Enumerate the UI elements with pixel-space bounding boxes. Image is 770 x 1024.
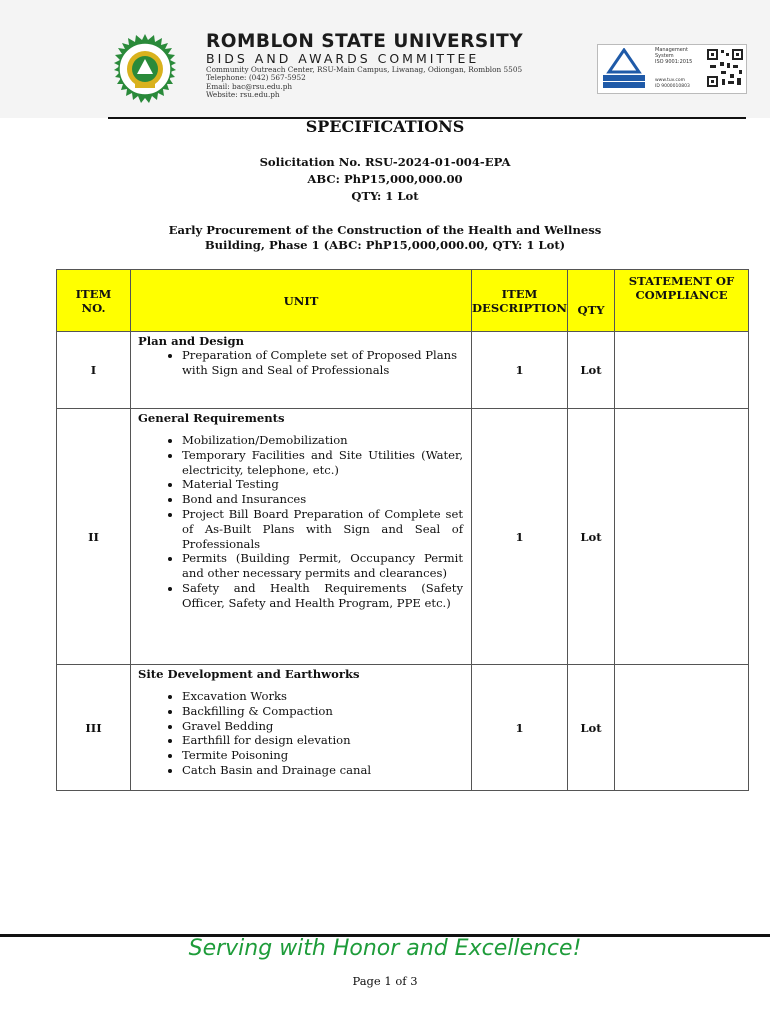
table-header-row [57,270,749,332]
cert-line: ISO 9001:2015 [655,59,693,65]
header-item-description [472,270,568,332]
university-motto: Serving with Honor and Excellence! [188,936,582,961]
qty-cell: Lot [568,665,615,791]
header-text: COMPLIANCE [635,288,728,302]
cert-scheme-text [655,47,692,65]
list-item: • Material Testing [182,477,463,492]
email-line: Email: bac@rsu.edu.ph [206,81,293,91]
item-list [138,433,463,611]
website-line: Website: rsu.edu.ph [206,90,280,100]
header-text: ITEM [501,286,538,301]
table-row [57,665,749,791]
compliance-cell [615,332,749,409]
tuv-logo [601,48,647,90]
qr-code-icon [706,48,744,88]
list-item: • Termite Poisoning [182,748,463,763]
quantity-line: QTY: 1 Lot [351,189,419,203]
compliance-cell [615,409,749,665]
item-description: 1 [472,332,568,409]
header-text: NO. [81,300,106,315]
list-item: • Project Bill Board Preparation of Complete set of As-Built Plans with Sign and Seal of Professionals [182,507,463,551]
qty-cell: Lot [568,332,615,409]
item-description: 1 [472,665,568,791]
cert-url: www.tuv.com [655,78,686,83]
project-title-line-1: Early Procurement of the Construction of the Health and Wellness [168,223,602,237]
header-text: DESCRIPTION [472,300,568,315]
university-name: ROMBLON STATE UNIVERSITY [206,31,524,52]
list-item: • Temporary Facilities and Site Utilities (Water, electricity, telephone, etc.) [182,448,463,478]
qty-cell: Lot [568,409,615,665]
cert-id-text [655,78,690,89]
cert-id: ID 9000010803 [655,83,690,89]
list-item: • Gravel Bedding [182,719,463,734]
compliance-cell [615,665,749,791]
contact-details [206,66,522,100]
unit-cell [131,332,472,409]
section-title: Site Development and Earthworks [138,667,360,681]
list-item: • Excavation Works [182,689,463,704]
university-seal [104,34,186,104]
cert-line: System [655,53,674,59]
header-unit: UNIT [131,270,472,332]
address-line: Community Outreach Center, RSU-Main Campus, Liwanag, Odiongan, Romblon 5505 [206,65,523,74]
list-item: • Bond and Insurances [182,492,463,507]
list-item: • Backfilling & Compaction [182,704,463,719]
item-description: 1 [472,409,568,665]
committee-name: BIDS AND AWARDS COMMITTEE [206,51,480,66]
list-item: • Permits (Building Permit, Occupancy Permit and other necessary permits and clearances) [182,551,463,581]
abc-amount: ABC: PhP15,000,000.00 [307,172,463,186]
item-number: I [57,332,131,409]
list-item: • Safety and Health Requirements (Safety Officer, Safety and Health Program, PPE etc.) [182,581,463,611]
item-number: II [57,409,131,665]
item-list [138,348,463,378]
list-item: • Catch Basin and Drainage canal [182,763,463,778]
page-number: Page 1 of 3 [352,974,418,988]
unit-cell [131,665,472,791]
section-title: Plan and Design [138,334,245,348]
document-title: SPECIFICATIONS [305,117,465,136]
iso-certification-badge [597,44,747,94]
section-title: General Requirements [138,411,285,425]
header-qty: QTY [568,270,615,332]
header-text: ITEM [75,286,112,301]
item-list [138,689,463,778]
header-item-no [57,270,131,332]
project-title-line-2: Building, Phase 1 (ABC: PhP15,000,000.00, QTY: 1 Lot) [204,238,566,252]
list-item: • Preparation of Complete set of Proposed Plans with Sign and Seal of Professionals [182,348,463,378]
list-item: • Mobilization/Demobilization [182,433,463,448]
cert-line: Management [655,47,688,53]
header-text: STATEMENT OF [628,274,735,288]
header-statement-of-compliance [615,270,749,332]
specifications-table [56,269,749,791]
item-number: III [57,665,131,791]
list-item: • Earthfill for design elevation [182,733,463,748]
table-row [57,409,749,665]
telephone-line: Telephone: (042) 567-5952 [206,73,306,83]
table-row [57,332,749,409]
solicitation-number: Solicitation No. RSU-2024-01-004-EPA [259,155,511,169]
unit-cell [131,409,472,665]
